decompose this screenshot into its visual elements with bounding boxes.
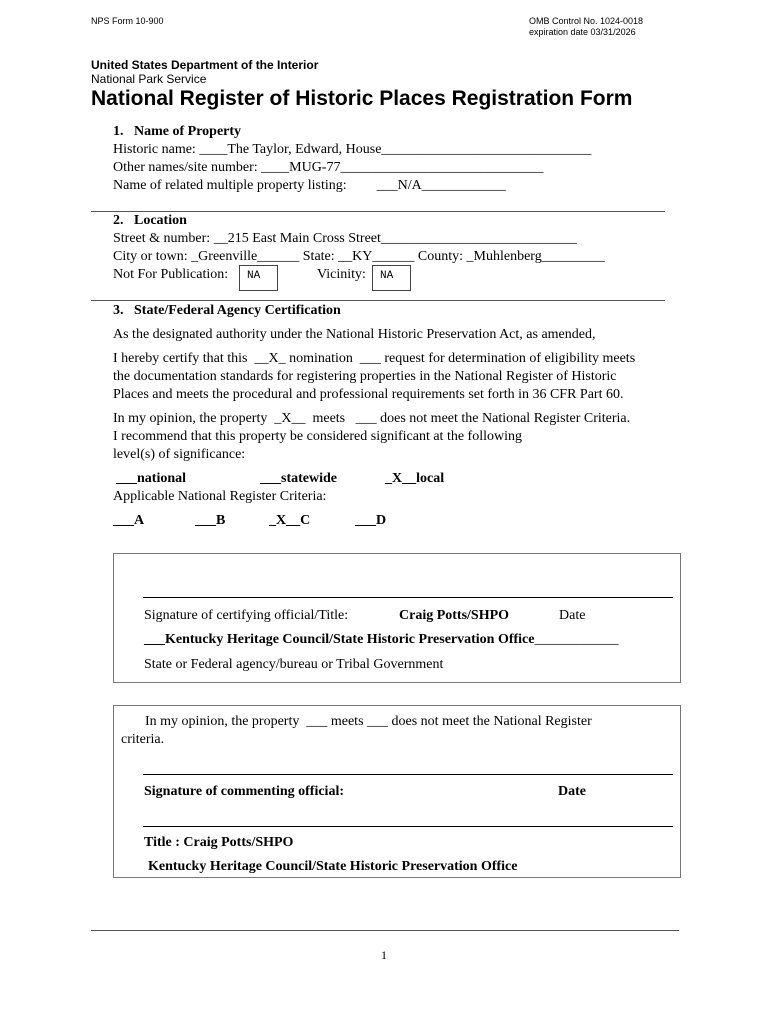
street-row xyxy=(113,231,577,247)
other-names-row xyxy=(113,160,543,176)
certifying-signature-label: Signature of certifying official/Title: xyxy=(144,608,349,623)
street-label: Street & number: xyxy=(113,231,214,246)
not-for-publication-field[interactable]: NA xyxy=(239,265,278,291)
certifying-agency-label: State or Federal agency/bureau or Tribal Government xyxy=(144,657,444,672)
commenting-opinion-line: criteria. xyxy=(121,732,165,747)
title-line[interactable] xyxy=(143,826,673,827)
commenting-signature-label: Signature of commenting official: xyxy=(144,784,344,799)
signature-line[interactable] xyxy=(143,774,673,775)
other-names-label: Other names/site number: xyxy=(113,160,262,175)
vicinity-field[interactable]: NA xyxy=(372,265,411,291)
criteria-b[interactable]: ___B xyxy=(195,513,226,528)
department-name: United States Department of the Interior xyxy=(91,58,319,72)
certify-text-line: I hereby certify that this __X_ nomination ___ request for determination of eligibility meets xyxy=(113,351,636,366)
opinion-text-line: In my opinion, the property _X__ meets ___ does not meet the National Register Criteria. xyxy=(113,411,631,426)
not-for-publication-label: Not For Publication: xyxy=(113,267,229,282)
historic-name-row xyxy=(113,142,591,158)
commenting-opinion-line: In my opinion, the property ___ meets ___ does not meet the National Register xyxy=(145,714,592,729)
criteria-c[interactable]: _X__C xyxy=(269,513,311,528)
certify-text-line: Places and meets the procedural and professional requirements set forth in 36 CFR Part 60. xyxy=(113,387,624,402)
commenting-date-label: Date xyxy=(558,784,586,799)
other-names-field[interactable]: ____MUG-77_____________________________ xyxy=(261,160,544,175)
city-state-county-row xyxy=(113,249,605,265)
criteria-label: Applicable National Register Criteria: xyxy=(113,489,327,504)
certifying-date-label: Date xyxy=(559,608,586,623)
city-field[interactable]: _Greenville______ xyxy=(191,249,300,264)
certifying-agency-trailing: ____________ xyxy=(534,632,619,647)
section3-heading: 3. State/Federal Agency Certification xyxy=(113,303,341,318)
historic-name-field[interactable]: ____The Taylor, Edward, House______________________________ xyxy=(199,142,592,157)
historic-name-label: Historic name: xyxy=(113,142,200,157)
section-divider xyxy=(91,300,665,301)
state-field[interactable]: __KY______ xyxy=(338,249,415,264)
footer-divider xyxy=(91,930,679,931)
omb-control-number: OMB Control No. 1024-0018 xyxy=(529,16,644,26)
opinion-text-line: I recommend that this property be considered significant at the following xyxy=(113,429,522,444)
certify-text-line: the documentation standards for registering properties in the National Register of Historic xyxy=(113,369,617,384)
related-listing-row xyxy=(113,178,506,194)
certifying-agency-value[interactable]: ___Kentucky Heritage Council/State Historic Preservation Office xyxy=(144,632,535,647)
section-divider xyxy=(91,211,665,212)
opinion-text-line: level(s) of significance: xyxy=(113,447,246,462)
street-field[interactable]: __215 East Main Cross Street____________________________ xyxy=(213,231,577,246)
service-name: National Park Service xyxy=(91,72,207,86)
form-id: NPS Form 10-900 xyxy=(91,16,164,26)
related-listing-field[interactable]: ___N/A____________ xyxy=(376,178,506,193)
city-label: City or town: xyxy=(113,249,192,264)
county-field[interactable]: _Muhlenberg_________ xyxy=(466,249,605,264)
commenting-title-label: Title : Craig Potts/SHPO xyxy=(144,835,294,850)
state-label: State: xyxy=(299,249,339,264)
county-label: County: xyxy=(414,249,467,264)
criteria-d[interactable]: ___D xyxy=(355,513,387,528)
level-statewide[interactable]: ___statewide xyxy=(260,471,337,486)
signature-line[interactable] xyxy=(143,597,673,598)
expiration-date: expiration date 03/31/2026 xyxy=(529,27,636,37)
authority-text: As the designated authority under the National Historic Preservation Act, as amended, xyxy=(113,327,596,342)
certifying-signature-name: Craig Potts/SHPO xyxy=(399,608,510,623)
criteria-a[interactable]: ___A xyxy=(113,513,145,528)
section1-heading: 1. Name of Property xyxy=(113,124,242,139)
level-local[interactable]: _X__local xyxy=(385,471,445,486)
form-title: National Register of Historic Places Registration Form xyxy=(91,87,633,110)
level-national[interactable]: ___national xyxy=(116,471,187,486)
section2-heading: 2. Location xyxy=(113,213,187,228)
page-number: 1 xyxy=(381,948,387,962)
certifying-agency-row xyxy=(144,632,619,648)
related-listing-label: Name of related multiple property listing: xyxy=(113,178,347,193)
vicinity-label: Vicinity: xyxy=(317,267,366,282)
commenting-office-label: Kentucky Heritage Council/State Historic Preservation Office xyxy=(148,859,518,874)
